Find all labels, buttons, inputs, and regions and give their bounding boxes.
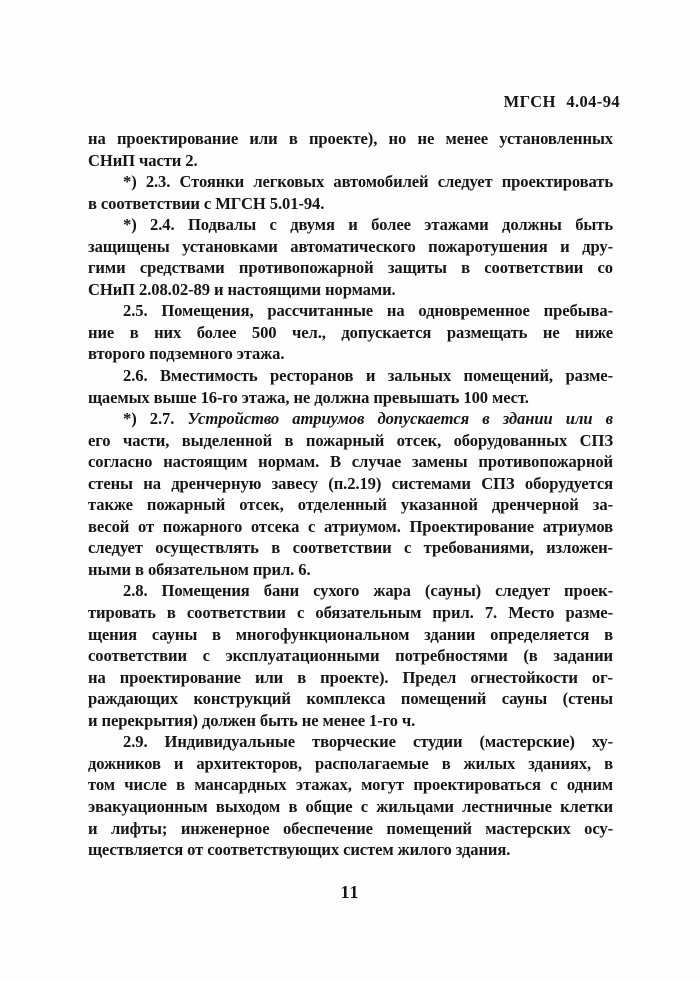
text-line: [88, 150, 613, 172]
text-line: [88, 753, 613, 775]
text-run: в соответствии с МГСН 5.01-94.: [88, 193, 325, 213]
text-line: [88, 516, 613, 538]
text-line: [88, 667, 613, 689]
text-run: на проектирование или в проекте). Предел огнестойкости ог-: [88, 667, 613, 687]
text-line: [88, 430, 613, 452]
text-run: СНиП части 2.: [88, 150, 198, 170]
text-run: 2.8. Помещения бани сухого жара (сауны) следует проек-: [123, 581, 613, 601]
text-line: [88, 774, 613, 796]
text-run: щаемых выше 16-го этажа, не должна превышать 100 мест.: [88, 387, 529, 407]
text-line: [88, 128, 613, 150]
text-run: на проектирование или в проекте), но не менее установленных: [88, 129, 613, 148]
text-line: [88, 796, 613, 818]
text-run: следует осуществлять в соответствии с требованиями, изложен-: [88, 538, 613, 558]
document-body: [88, 128, 613, 861]
text-run: 2.6. Вместимость ресторанов и зальных помещений, разме-: [123, 366, 613, 386]
text-line: [88, 343, 613, 365]
text-line: [88, 624, 613, 646]
text-run: *) 2.4. Подвалы с двумя и более этажами должны быть: [123, 215, 613, 235]
text-line: [88, 494, 613, 516]
text-run: и лифты; инженерное обеспечение помещений мастерских осу-: [88, 818, 613, 838]
text-run: том числе в мансардных этажах, могут проектироваться с одним: [88, 775, 613, 795]
text-line: [88, 193, 613, 215]
text-run: *) 2.7.: [123, 409, 188, 429]
text-line: [88, 839, 613, 861]
text-run: также пожарный отсек, отделенный указанной дренчерной за-: [88, 495, 613, 515]
text-run: соответствии с эксплуатационными потребностями (в задании: [88, 646, 613, 666]
text-run: ние в них более 500 чел., допускается размещать не ниже: [88, 322, 613, 342]
text-run: дожников и архитекторов, располагаемые в жилых зданиях, в: [88, 753, 613, 773]
text-run: 2.5. Помещения, рассчитанные на одновременное пребыва-: [123, 301, 613, 321]
text-line: [88, 559, 613, 581]
text-line: [88, 645, 613, 667]
text-run: ными в обязательном прил. 6.: [88, 559, 311, 579]
text-line: [88, 322, 613, 344]
text-run: второго подземного этажа.: [88, 344, 285, 364]
text-run: ществляется от соответствующих систем жилого здания.: [88, 840, 511, 860]
text-line: [88, 214, 613, 236]
text-run: согласно настоящим нормам. В случае замены противопожарной: [88, 452, 613, 472]
text-run: щения сауны в многофункциональном здании определяется в: [88, 624, 613, 644]
text-run: 2.9. Индивидуальные творческие студии (мастерские) ху-: [123, 732, 613, 752]
text-run: СНиП 2.08.02-89 и настоящими нормами.: [88, 279, 396, 299]
text-run: и перекрытия) должен быть не менее 1-го ч.: [88, 710, 416, 730]
text-run: гими средствами противопожарной защиты в соответствии со: [88, 258, 613, 278]
text-line: [88, 580, 613, 602]
text-line: [88, 731, 613, 753]
text-line: [88, 387, 613, 409]
text-run: защищены установками автоматического пожаротушения и дру-: [88, 236, 613, 256]
text-line: [88, 171, 613, 193]
text-line: [88, 365, 613, 387]
text-run: эвакуационным выходом в общие с жильцами лестничные клетки: [88, 796, 613, 816]
text-run: весой от пожарного отсека с атриумом. Проектирование атриумов: [88, 516, 613, 536]
text-line: [88, 688, 613, 710]
text-line: [88, 602, 613, 624]
text-line: [88, 537, 613, 559]
text-run: раждающих конструкций комплекса помещений сауны (стены: [88, 689, 613, 709]
text-line: [88, 473, 613, 495]
text-line: [88, 710, 613, 732]
text-run: тировать в соответствии с обязательным прил. 7. Место разме-: [88, 603, 613, 623]
page-number: 11: [340, 882, 360, 902]
text-line: [88, 451, 613, 473]
text-run: стены на дренчерную завесу (п.2.19) системами СПЗ оборудуется: [88, 473, 613, 493]
text-line: [88, 408, 613, 430]
text-line: [88, 300, 613, 322]
text-run: *) 2.3. Стоянки легковых автомобилей следует проектировать: [123, 172, 613, 192]
text-run: его части, выделенной в пожарный отсек, оборудованных СПЗ: [88, 430, 613, 450]
emphasized-text: Устройство атриумов допускается в здании или в: [187, 409, 613, 429]
text-line: [88, 257, 613, 279]
document-code-header: МГСН 4.04-94: [503, 92, 620, 111]
text-line: [88, 236, 613, 258]
text-line: [88, 279, 613, 301]
text-line: [88, 818, 613, 840]
